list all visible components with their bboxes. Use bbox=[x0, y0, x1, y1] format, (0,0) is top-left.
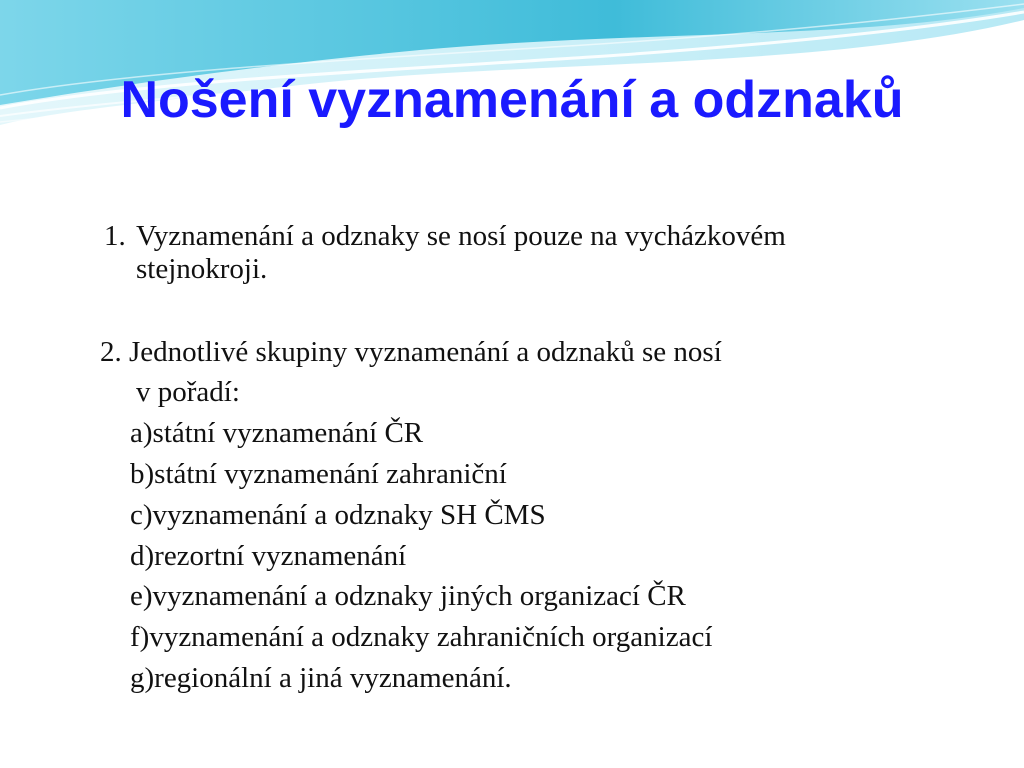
slide-title: Nošení vyznamenání a odznaků bbox=[120, 71, 904, 129]
order-item-g: g)regionální a jiná vyznamenání. bbox=[130, 662, 512, 694]
order-item-e: e)vyznamenání a odznaky jiných organizací ČR bbox=[130, 580, 686, 612]
point-2-line-1: 2. Jednotlivé skupiny vyznamenání a odznaků se nosí bbox=[100, 336, 722, 368]
point-2-line-2: v pořadí: bbox=[136, 376, 240, 408]
point-1-line-1: Vyznamenání a odznaky se nosí pouze na vycházkovém bbox=[136, 220, 786, 252]
order-item-f: f)vyznamenání a odznaky zahraničních organizací bbox=[130, 621, 713, 653]
order-item-d: d)rezortní vyznamenání bbox=[130, 540, 407, 572]
point-1-number: 1. bbox=[104, 220, 126, 252]
order-item-b: b)státní vyznamenání zahraniční bbox=[130, 458, 507, 490]
order-item-a: a)státní vyznamenání ČR bbox=[130, 417, 424, 449]
point-1-line-2: stejnokroji. bbox=[136, 253, 268, 285]
order-item-c: c)vyznamenání a odznaky SH ČMS bbox=[130, 499, 546, 531]
